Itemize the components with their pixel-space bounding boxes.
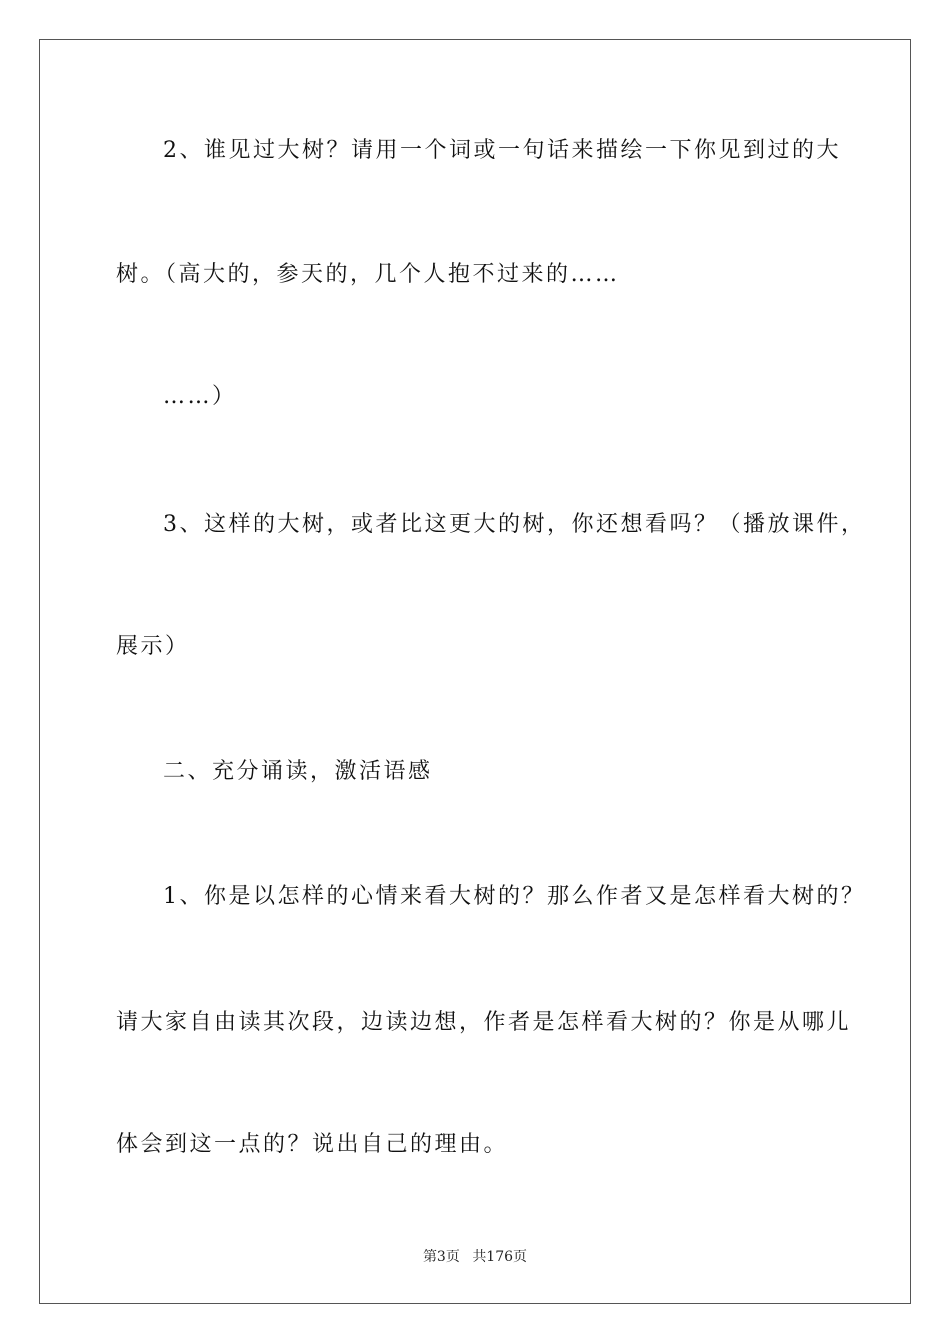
page-frame	[39, 39, 911, 1304]
paragraph-line: 体会到这一点的？说出自己的理由。	[116, 1132, 509, 1157]
paragraph-line: 树。（高大的，参天的，几个人抱不过来的……	[116, 262, 620, 287]
section-heading: 二、充分诵读，激活语感	[163, 759, 433, 784]
paragraph-line: 2、谁见过大树？请用一个词或一句话来描绘一下你见到过的大	[163, 138, 841, 163]
page-footer	[0, 1247, 950, 1267]
page-total: 共176页	[472, 1249, 528, 1265]
paragraph-line: 展示）	[116, 634, 190, 659]
paragraph-line: 请大家自由读其次段，边读边想，作者是怎样看大树的？你是从哪儿	[116, 1010, 852, 1035]
page-number: 第3页	[422, 1249, 460, 1265]
paragraph-line: 3、这样的大树，或者比这更大的树，你还想看吗？（播放课件，	[163, 512, 866, 537]
paragraph-line: ……）	[163, 384, 237, 409]
paragraph-line: 1、你是以怎样的心情来看大树的？那么作者又是怎样看大树的？	[163, 884, 866, 909]
